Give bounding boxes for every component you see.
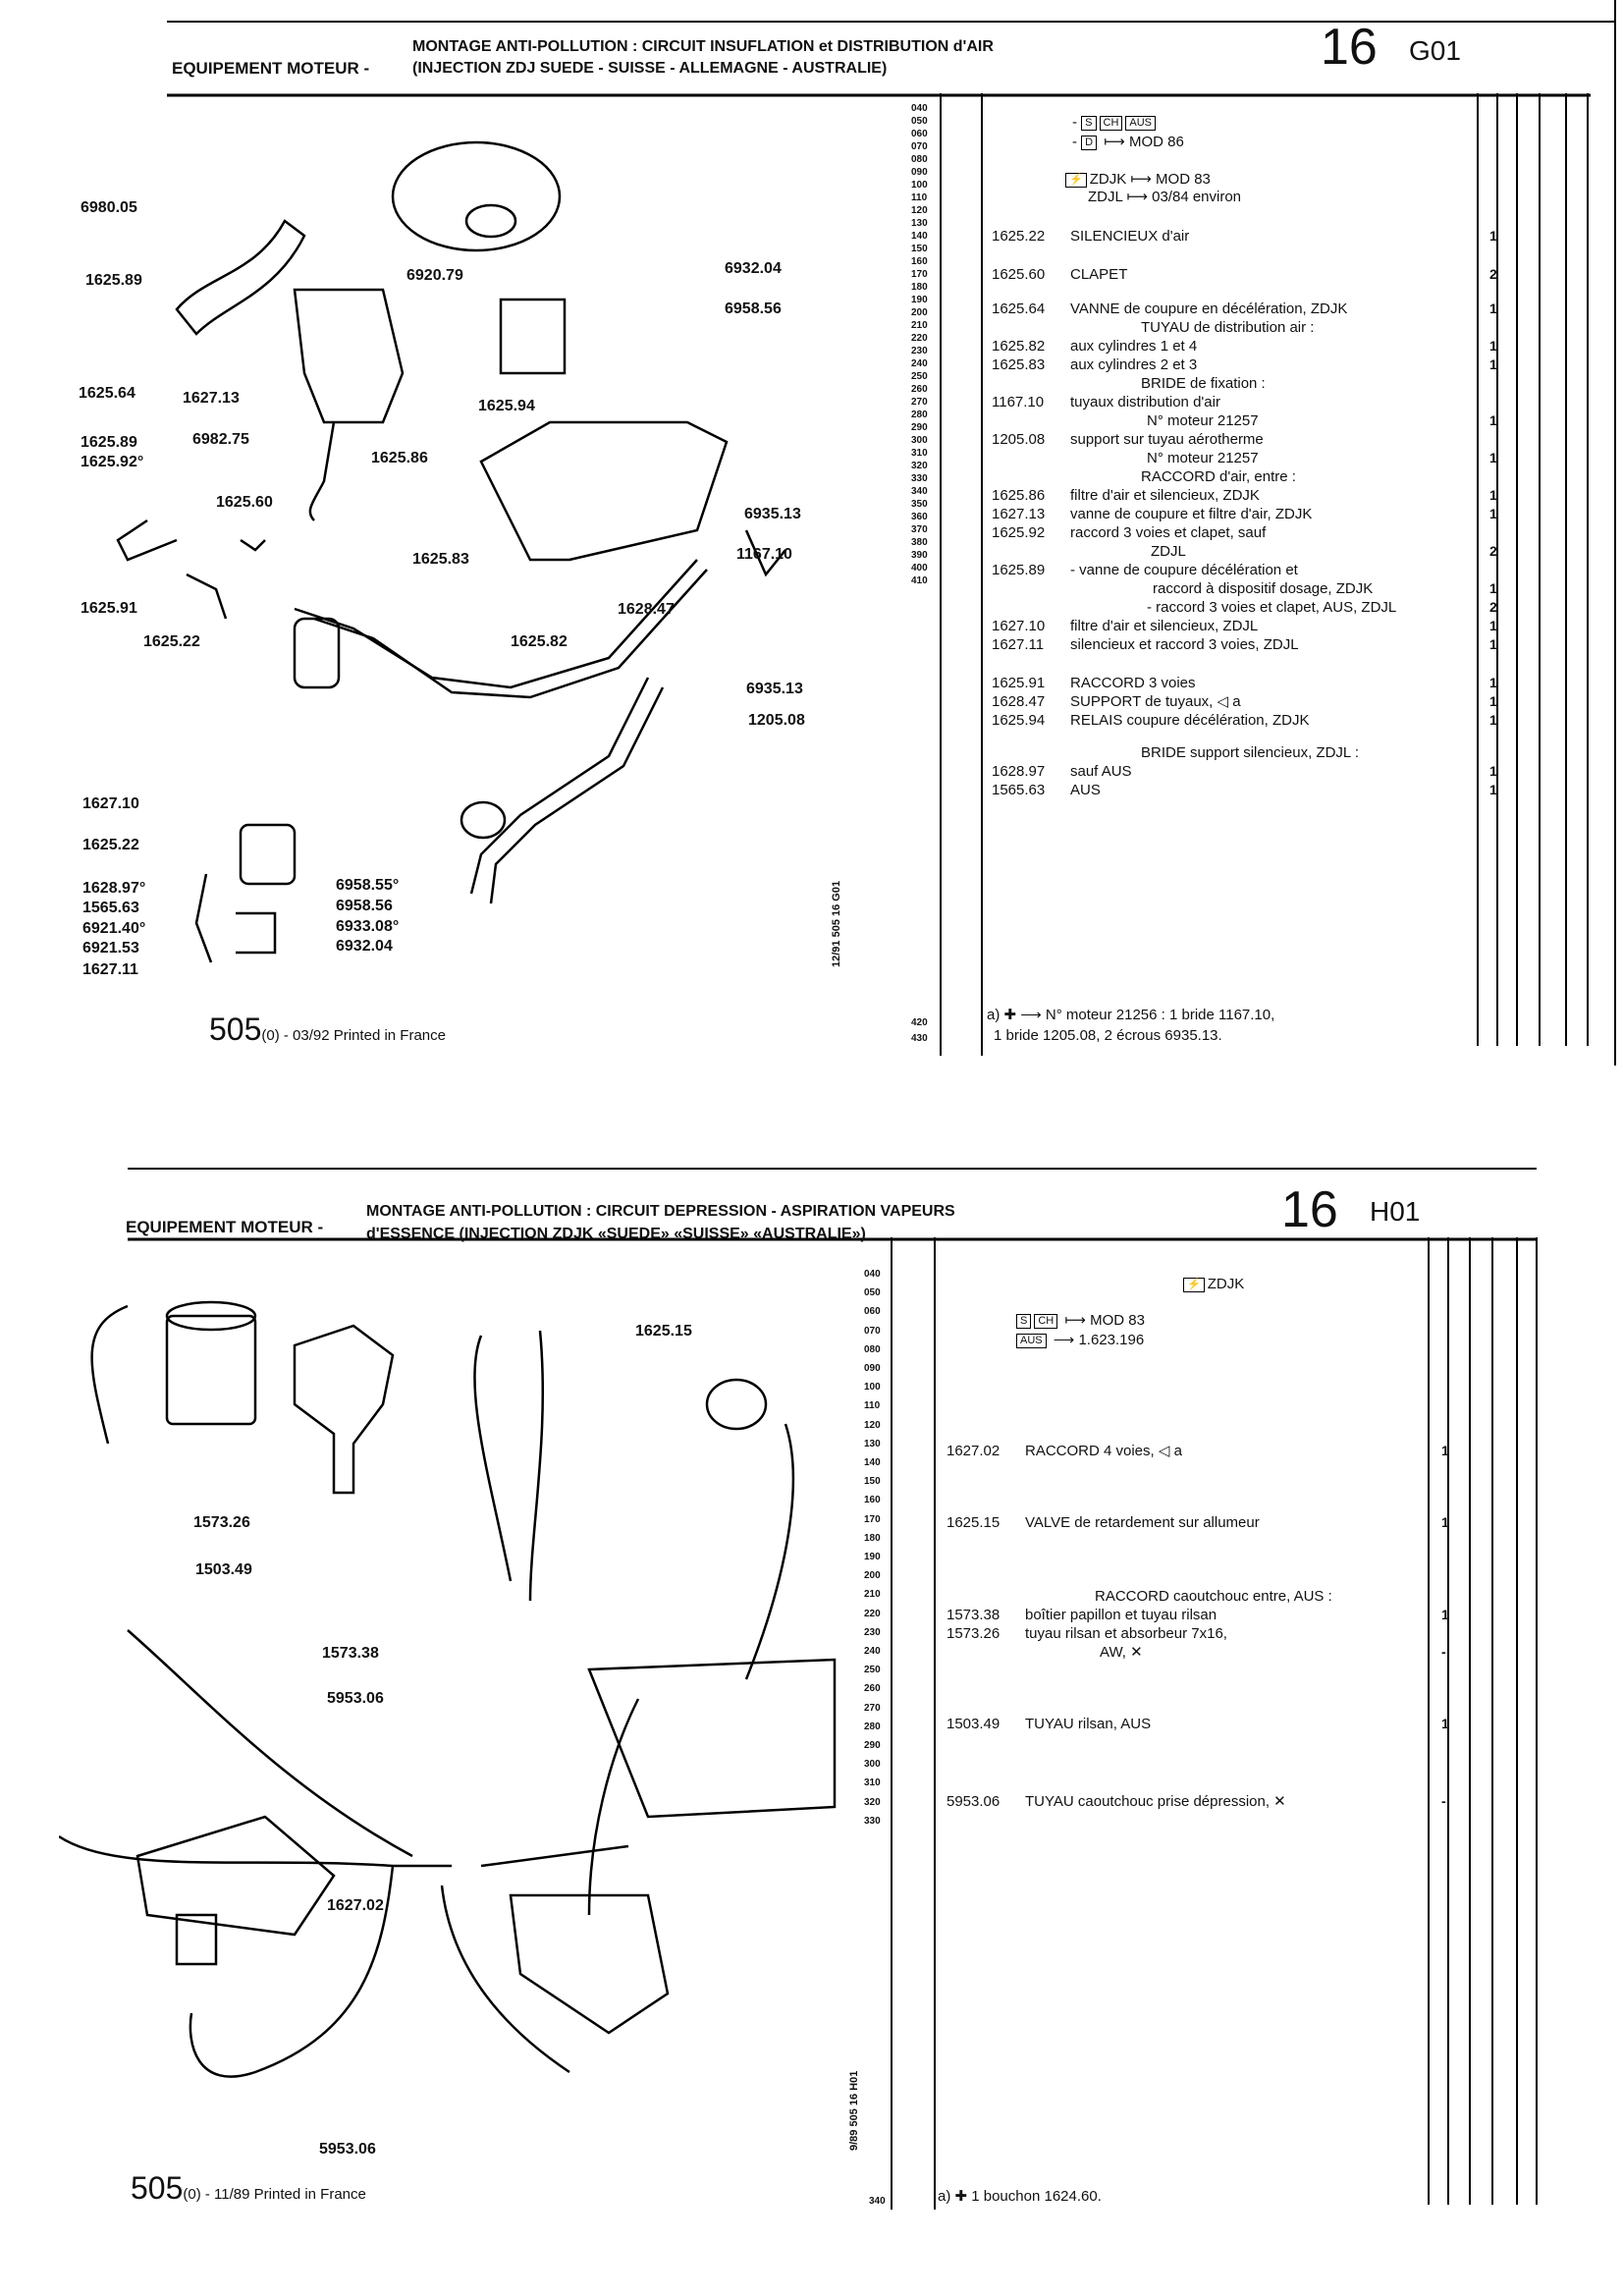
top-footer-text: (0) - 03/92 Printed in France bbox=[261, 1027, 446, 1044]
part-ref: 1627.13 bbox=[992, 506, 1046, 522]
top-applic-line4: ZDJL ⟼ 03/84 environ bbox=[1088, 189, 1242, 205]
part-qty: 1 bbox=[1489, 506, 1497, 521]
row-number: 210 bbox=[864, 1589, 881, 1601]
top-footer-model: 505 bbox=[209, 1011, 262, 1047]
row-number: 140 bbox=[864, 1457, 881, 1468]
part-qty: 1 bbox=[1489, 636, 1497, 652]
row-number: 260 bbox=[864, 1683, 881, 1695]
row-number: 080 bbox=[911, 154, 928, 165]
diagram-label: 1625.94 bbox=[478, 398, 535, 414]
bottom-vertical-ref: 9/89 505 16 H01 bbox=[848, 2070, 860, 2151]
row-number: 280 bbox=[864, 1721, 881, 1732]
row-number: 420 bbox=[911, 1017, 928, 1028]
row-number: 130 bbox=[911, 218, 928, 229]
part-qty: 1 bbox=[1489, 228, 1497, 244]
row-number: 060 bbox=[864, 1306, 881, 1318]
part-qty: 2 bbox=[1489, 266, 1497, 282]
row-number: 170 bbox=[911, 269, 928, 280]
part-description: aux cylindres 1 et 4 bbox=[1070, 338, 1198, 355]
row-number: 200 bbox=[911, 307, 928, 318]
diagram-label: 1627.11 bbox=[82, 961, 138, 978]
part-ref: 1625.64 bbox=[992, 301, 1046, 317]
row-number: 070 bbox=[911, 141, 928, 152]
row-number: 070 bbox=[864, 1325, 881, 1337]
bottom-header-left: EQUIPEMENT MOTEUR - bbox=[126, 1218, 324, 1236]
bottom-applic-line2: AUS ⟶ 1.623.196 bbox=[1016, 1332, 1144, 1349]
applic-box-s: S bbox=[1081, 116, 1096, 131]
diagram-label: 1503.49 bbox=[195, 1561, 252, 1578]
part-description: TUYAU caoutchouc prise dépression, ✕ bbox=[1025, 1793, 1286, 1810]
part-qty: 2 bbox=[1489, 599, 1497, 615]
top-group-number: 16 bbox=[1321, 19, 1378, 76]
row-number: 200 bbox=[864, 1570, 881, 1582]
row-number: 360 bbox=[911, 512, 928, 522]
row-number: 290 bbox=[911, 422, 928, 433]
part-qty: 1 bbox=[1489, 338, 1497, 354]
diagram-label: 6980.05 bbox=[81, 199, 137, 216]
part-description: VALVE de retardement sur allumeur bbox=[1025, 1514, 1260, 1531]
diagram-label: 6958.56 bbox=[336, 898, 393, 914]
diagram-label: 6932.04 bbox=[336, 938, 393, 955]
applic-l2-text: MOD 86 bbox=[1128, 134, 1184, 150]
part-description: AW, ✕ bbox=[1100, 1644, 1143, 1661]
part-line bbox=[947, 1443, 1182, 1460]
part-ref: 1627.11 bbox=[992, 636, 1045, 653]
row-number: 220 bbox=[911, 333, 928, 344]
row-number: 370 bbox=[911, 524, 928, 535]
row-number: 240 bbox=[911, 358, 928, 369]
part-ref: 1625.92 bbox=[992, 524, 1046, 541]
row-number: 320 bbox=[864, 1796, 881, 1808]
row-number: 090 bbox=[864, 1363, 881, 1374]
part-description: silencieux et raccord 3 voies, ZDJL bbox=[1070, 636, 1299, 653]
row-number: 330 bbox=[911, 473, 928, 484]
top-note-1: a) ✚ ⟶ N° moteur 21256 : 1 bride 1167.10, bbox=[987, 1007, 1275, 1023]
part-ref: 1625.82 bbox=[992, 338, 1046, 355]
part-qty: 1 bbox=[1489, 782, 1497, 797]
part-description: RACCORD d'air, entre : bbox=[1141, 468, 1296, 485]
part-line bbox=[947, 1793, 1286, 1811]
row-number: 130 bbox=[864, 1438, 881, 1449]
part-ref: 1627.10 bbox=[992, 618, 1046, 634]
applic-l3b-val: 03/84 environ bbox=[1152, 189, 1242, 205]
row-number: 140 bbox=[911, 231, 928, 242]
part-ref: 1628.47 bbox=[992, 693, 1046, 710]
row-number: 150 bbox=[911, 244, 928, 254]
diagram-label: 6982.75 bbox=[192, 431, 249, 448]
applic-l1-text: MOD 83 bbox=[1090, 1312, 1145, 1329]
part-description: - vanne de coupure décélération et bbox=[1070, 562, 1298, 578]
bottom-footer-model: 505 bbox=[131, 2170, 184, 2206]
part-description: TUYAU rilsan, AUS bbox=[1025, 1716, 1152, 1732]
diagram-label: 1625.22 bbox=[143, 633, 200, 650]
part-qty: 1 bbox=[1489, 580, 1497, 596]
part-qty: 1 bbox=[1489, 301, 1497, 316]
row-number: 270 bbox=[911, 397, 928, 408]
part-description: RACCORD caoutchouc entre, AUS : bbox=[1095, 1588, 1332, 1605]
part-line bbox=[947, 1716, 1151, 1733]
part-ref: 1573.26 bbox=[947, 1625, 1001, 1642]
part-line bbox=[947, 1625, 1227, 1643]
row-number: 060 bbox=[911, 129, 928, 139]
bottom-note: a) ✚ 1 bouchon 1624.60. bbox=[938, 2188, 1102, 2205]
part-qty: - bbox=[1441, 1644, 1446, 1660]
row-number: 250 bbox=[911, 371, 928, 382]
row-number: 110 bbox=[911, 192, 928, 203]
bottom-footer-text: (0) - 11/89 Printed in France bbox=[183, 2186, 366, 2203]
part-qty: 1 bbox=[1489, 712, 1497, 728]
part-qty: 1 bbox=[1489, 412, 1497, 428]
top-note-2: 1 bride 1205.08, 2 écrous 6935.13. bbox=[994, 1027, 1222, 1044]
diagram-label: 6921.53 bbox=[82, 940, 139, 957]
diagram-label: 6935.13 bbox=[746, 681, 803, 697]
part-qty: - bbox=[1441, 1793, 1446, 1809]
top-vertical-ref: 12/91 505 16 G01 bbox=[831, 880, 842, 967]
diagram-label: 1625.91 bbox=[81, 600, 137, 617]
diagram-label: 1573.26 bbox=[193, 1514, 250, 1531]
row-number: 100 bbox=[864, 1382, 881, 1394]
part-description: N° moteur 21257 bbox=[1147, 412, 1259, 429]
diagram-label: 6933.08° bbox=[336, 918, 400, 935]
row-number: 350 bbox=[911, 499, 928, 510]
part-ref: 1503.49 bbox=[947, 1716, 1001, 1732]
row-number: 300 bbox=[911, 435, 928, 446]
part-description: support sur tuyau aérotherme bbox=[1070, 431, 1264, 448]
top-applic-line3: ⚡ ZDJK ⟼ MOD 83 bbox=[1065, 171, 1211, 189]
part-qty: 1 bbox=[1441, 1716, 1449, 1731]
row-number: 190 bbox=[864, 1552, 881, 1562]
part-ref: 1627.02 bbox=[947, 1443, 1001, 1459]
row-number: 310 bbox=[911, 448, 928, 459]
diagram-label: 1167.10 bbox=[736, 546, 792, 563]
part-ref: 1625.15 bbox=[947, 1514, 1001, 1531]
part-line bbox=[1016, 1588, 1332, 1606]
part-description: raccord à dispositif dosage, ZDJK bbox=[1153, 580, 1374, 597]
row-number: 250 bbox=[864, 1665, 881, 1676]
part-qty: 1 bbox=[1489, 356, 1497, 372]
applic-l2-text: 1.623.196 bbox=[1078, 1332, 1145, 1348]
diagram-label: 6921.40° bbox=[82, 920, 146, 937]
bottom-last-row: 340 bbox=[869, 2196, 886, 2207]
row-number: 320 bbox=[911, 461, 928, 471]
part-description: filtre d'air et silencieux, ZDJL bbox=[1070, 618, 1259, 634]
top-header-left: EQUIPEMENT MOTEUR - bbox=[172, 59, 370, 78]
bottom-applic-line0 bbox=[1183, 1276, 1244, 1293]
part-description: TUYAU de distribution air : bbox=[1141, 319, 1315, 336]
row-number: 170 bbox=[864, 1513, 881, 1525]
row-number: 190 bbox=[911, 295, 928, 305]
part-description: tuyau rilsan et absorbeur 7x16, bbox=[1025, 1625, 1227, 1642]
part-qty: 1 bbox=[1489, 450, 1497, 465]
row-number: 330 bbox=[864, 1815, 881, 1827]
part-qty: 1 bbox=[1489, 618, 1497, 633]
diagram-label: 1625.15 bbox=[635, 1323, 692, 1339]
part-ref: 1565.63 bbox=[992, 782, 1046, 798]
part-qty: 1 bbox=[1489, 675, 1497, 690]
diagram-label: 5953.06 bbox=[319, 2141, 376, 2158]
row-number: 050 bbox=[911, 116, 928, 127]
row-number: 280 bbox=[911, 410, 928, 420]
row-number: 150 bbox=[864, 1476, 881, 1488]
row-number: 080 bbox=[864, 1343, 881, 1355]
row-number: 120 bbox=[864, 1419, 881, 1431]
part-description: boîtier papillon et tuyau rilsan bbox=[1025, 1607, 1217, 1623]
diagram-label: 1628.97° bbox=[82, 880, 146, 897]
part-ref: 1625.83 bbox=[992, 356, 1046, 373]
row-number: 050 bbox=[864, 1287, 881, 1299]
row-number: 380 bbox=[911, 537, 928, 548]
applic-box-d: D bbox=[1081, 136, 1097, 150]
row-number: 110 bbox=[864, 1400, 881, 1412]
part-description: tuyaux distribution d'air bbox=[1070, 394, 1220, 410]
part-ref: 5953.06 bbox=[947, 1793, 1001, 1810]
part-qty: 1 bbox=[1441, 1514, 1449, 1530]
part-line bbox=[947, 1514, 1260, 1532]
row-number: 260 bbox=[911, 384, 928, 395]
part-description: BRIDE de fixation : bbox=[1141, 375, 1266, 392]
row-number: 340 bbox=[911, 486, 928, 497]
row-number: 310 bbox=[864, 1777, 881, 1789]
part-qty: 1 bbox=[1489, 487, 1497, 503]
part-ref: 1625.89 bbox=[992, 562, 1046, 578]
applic-l0: ZDJK bbox=[1207, 1276, 1245, 1292]
row-number: 240 bbox=[864, 1646, 881, 1657]
diagram-label: 1625.89 bbox=[85, 272, 142, 289]
top-applic-line2: - D ⟼ MOD 86 bbox=[1072, 134, 1184, 150]
row-number: 230 bbox=[911, 346, 928, 356]
applic-box-aus: AUS bbox=[1125, 116, 1156, 131]
part-ref: 1625.94 bbox=[992, 712, 1046, 729]
part-ref: 1625.91 bbox=[992, 675, 1046, 691]
part-description: AUS bbox=[1070, 782, 1101, 798]
part-description: sauf AUS bbox=[1070, 763, 1132, 780]
part-ref: 1573.38 bbox=[947, 1607, 1001, 1623]
row-number: 120 bbox=[911, 205, 928, 216]
diagram-label: 1627.02 bbox=[327, 1897, 384, 1914]
part-description: BRIDE support silencieux, ZDJL : bbox=[1141, 744, 1360, 761]
row-number: 100 bbox=[911, 180, 928, 191]
part-description: RACCORD 3 voies bbox=[1070, 675, 1196, 691]
row-number: 180 bbox=[911, 282, 928, 293]
bottom-title-line1: MONTAGE ANTI-POLLUTION : CIRCUIT DEPRESSION - ASPIRATION VAPEURS bbox=[366, 1203, 955, 1220]
row-number: 040 bbox=[864, 1269, 881, 1280]
top-title-line2: (INJECTION ZDJ SUEDE - SUISSE - ALLEMAGNE - AUSTRALIE) bbox=[412, 60, 888, 77]
part-description: SILENCIEUX d'air bbox=[1070, 228, 1190, 245]
applic-box-s: S bbox=[1016, 1314, 1031, 1329]
part-qty: 1 bbox=[1441, 1443, 1449, 1458]
part-description: CLAPET bbox=[1070, 266, 1128, 283]
bottom-group-code: H01 bbox=[1370, 1196, 1421, 1227]
row-number: 410 bbox=[911, 575, 928, 586]
bottom-applic-line1: S CH ⟼ MOD 83 bbox=[1016, 1312, 1145, 1330]
diagram-label: 6935.13 bbox=[744, 506, 801, 522]
part-description: VANNE de coupure en décélération, ZDJK bbox=[1070, 301, 1348, 317]
row-number: 430 bbox=[911, 1033, 928, 1044]
diagram-label: 1573.38 bbox=[322, 1645, 379, 1662]
diagram-label: 6920.79 bbox=[406, 267, 463, 284]
row-number: 220 bbox=[864, 1608, 881, 1619]
part-qty: 1 bbox=[1489, 693, 1497, 709]
bottom-group-number: 16 bbox=[1281, 1181, 1338, 1238]
part-qty: 1 bbox=[1441, 1607, 1449, 1622]
applic-l3b: ZDJL bbox=[1088, 189, 1123, 205]
part-description: ZDJL bbox=[1151, 543, 1186, 560]
part-description: RELAIS coupure décélération, ZDJK bbox=[1070, 712, 1310, 729]
diagram-label: 1625.82 bbox=[511, 633, 568, 650]
row-number: 290 bbox=[864, 1740, 881, 1751]
diagram-label: 1625.83 bbox=[412, 551, 469, 568]
part-ref: 1167.10 bbox=[992, 394, 1045, 410]
part-qty: 1 bbox=[1489, 763, 1497, 779]
zdj-icon: ⚡ bbox=[1183, 1278, 1205, 1292]
part-description: filtre d'air et silencieux, ZDJK bbox=[1070, 487, 1260, 504]
row-number: 160 bbox=[911, 256, 928, 267]
top-group-code: G01 bbox=[1409, 35, 1461, 66]
row-number: 390 bbox=[911, 550, 928, 561]
row-number: 090 bbox=[911, 167, 928, 178]
diagram-label: 1625.89 bbox=[81, 434, 137, 451]
top-title-line1: MONTAGE ANTI-POLLUTION : CIRCUIT INSUFLATION et DISTRIBUTION d'AIR bbox=[412, 38, 994, 55]
diagram-label: 1205.08 bbox=[748, 712, 805, 729]
row-number: 040 bbox=[911, 103, 928, 114]
part-ref: 1625.86 bbox=[992, 487, 1046, 504]
part-description: raccord 3 voies et clapet, sauf bbox=[1070, 524, 1267, 541]
part-description: vanne de coupure et filtre d'air, ZDJK bbox=[1070, 506, 1313, 522]
bottom-title-line2: d'ESSENCE (INJECTION ZDJK «SUEDE» «SUISSE» «AUSTRALIE») bbox=[366, 1226, 866, 1242]
part-description: RACCORD 4 voies, ◁ a bbox=[1025, 1443, 1182, 1459]
row-number: 160 bbox=[864, 1495, 881, 1506]
diagram-label: 1625.64 bbox=[79, 385, 135, 402]
part-description: aux cylindres 2 et 3 bbox=[1070, 356, 1198, 373]
row-number: 210 bbox=[911, 320, 928, 331]
diagram-label: 1628.47 bbox=[618, 601, 675, 618]
row-number: 400 bbox=[911, 563, 928, 574]
diagram-label: 6958.56 bbox=[725, 301, 782, 317]
part-ref: 1625.60 bbox=[992, 266, 1046, 283]
diagram-label: 6932.04 bbox=[725, 260, 782, 277]
top-applic-line1: - S CH AUS bbox=[1072, 114, 1159, 132]
zdj-icon: ⚡ bbox=[1065, 173, 1087, 188]
part-ref: 1625.22 bbox=[992, 228, 1046, 245]
diagram-label: 5953.06 bbox=[327, 1690, 384, 1707]
applic-box-aus: AUS bbox=[1016, 1334, 1047, 1348]
row-number: 270 bbox=[864, 1702, 881, 1714]
part-description: N° moteur 21257 bbox=[1147, 450, 1259, 466]
part-qty: 2 bbox=[1489, 543, 1497, 559]
applic-box-ch: CH bbox=[1034, 1314, 1057, 1329]
diagram-label: 1625.60 bbox=[216, 494, 273, 511]
applic-l3a-val: MOD 83 bbox=[1156, 171, 1211, 188]
diagram-label: 1565.63 bbox=[82, 900, 139, 916]
part-line bbox=[1021, 1644, 1143, 1662]
bottom-diagram bbox=[59, 1286, 864, 2170]
applic-l3a: ZDJK bbox=[1089, 171, 1127, 188]
diagram-label: 1627.10 bbox=[82, 795, 139, 812]
part-description: - raccord 3 voies et clapet, AUS, ZDJL bbox=[1147, 599, 1397, 616]
bottom-footer bbox=[131, 2170, 366, 2207]
applic-box-ch: CH bbox=[1100, 116, 1123, 131]
row-number: 300 bbox=[864, 1759, 881, 1771]
part-ref: 1628.97 bbox=[992, 763, 1046, 780]
part-ref: 1205.08 bbox=[992, 431, 1046, 448]
diagram-label: 1625.92° bbox=[81, 454, 144, 470]
row-number: 230 bbox=[864, 1626, 881, 1638]
diagram-label: 1627.13 bbox=[183, 390, 240, 407]
diagram-label: 6958.55° bbox=[336, 877, 400, 894]
part-line bbox=[947, 1607, 1217, 1624]
part-description: SUPPORT de tuyaux, ◁ a bbox=[1070, 693, 1241, 710]
diagram-label: 1625.86 bbox=[371, 450, 428, 466]
diagram-label: 1625.22 bbox=[82, 837, 139, 853]
row-number: 180 bbox=[864, 1532, 881, 1544]
